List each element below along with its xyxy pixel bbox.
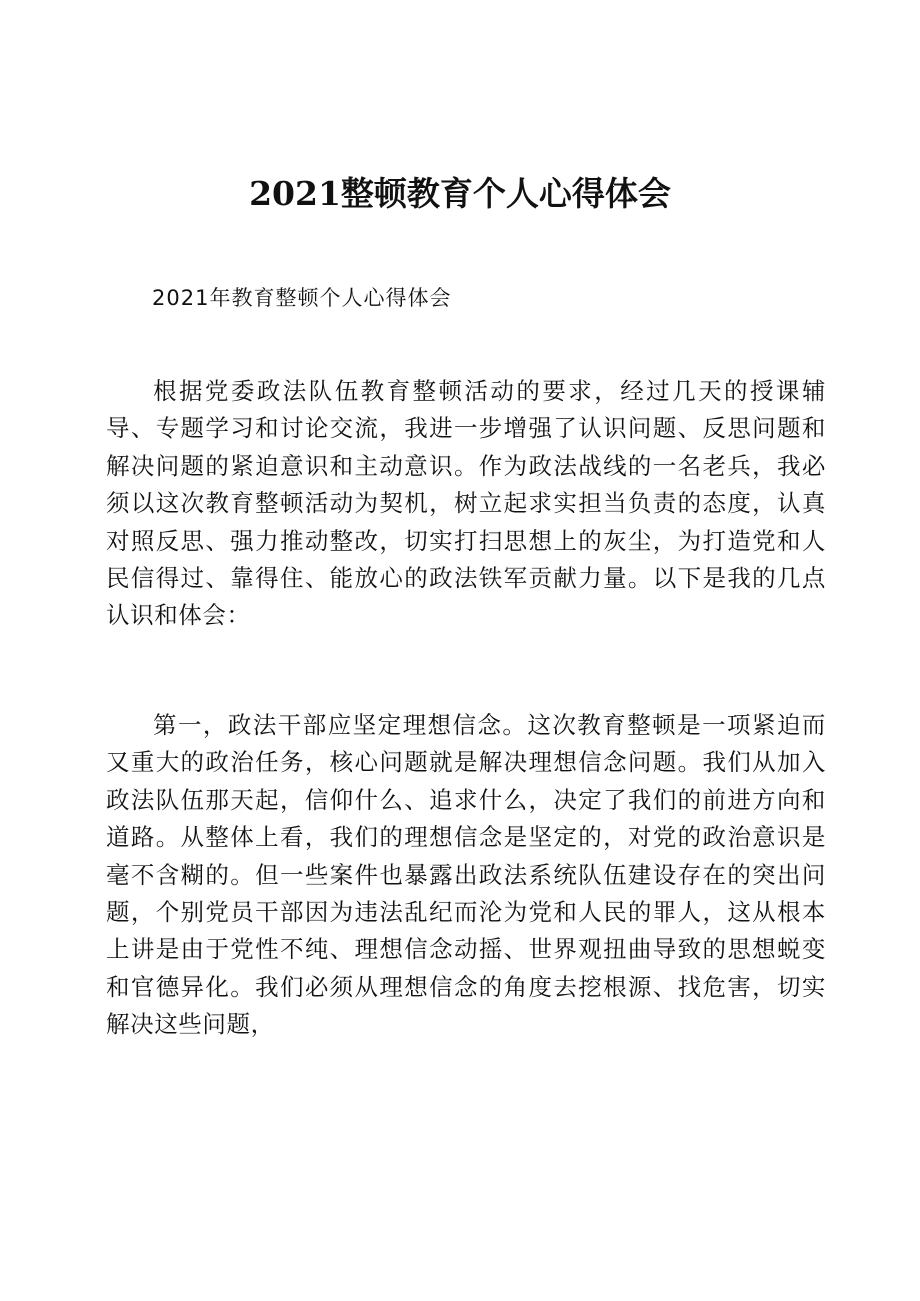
document-subtitle: 2021年教育整顿个人心得体会 <box>152 286 452 310</box>
document-title: 2021整顿教育个人心得体会 <box>249 174 671 213</box>
paragraph-intro: 根据党委政法队伍教育整顿活动的要求，经过几天的授课辅导、专题学习和讨论交流，我进一步增强了认识问题、反思问题和解决问题的紧迫意识和主动意识。作为政法战线的一名老兵，我必须以这次教育整顿活动为契机，树立起求实担当负责的态度，认真对照反思、强力推动整改，切实打扫思想上的灰尘，为打造党和人民信得过、靠得住、能放心的政法铁军贡献力量。以下是我的几点认识和体会： <box>106 377 826 630</box>
paragraph-first-point: 第一，政法干部应坚定理想信念。这次教育整顿是一项紧迫而又重大的政治任务，核心问题就是解决理想信念问题。我们从加入政法队伍那天起，信仰什么、追求什么，决定了我们的前进方向和道路。从整体上看，我们的理想信念是坚定的，对党的政治意识是毫不含糊的。但一些案件也暴露出政法系统队伍建设存在的突出问题，个别党员干部因为违法乱纪而沦为党和人民的罪人，这从根本上讲是由于党性不纯、理想信念动摇、世界观扭曲导致的思想蜕变和官德异化。我们必须从理想信念的角度去挖根源、找危害，切实解决这些问题， <box>106 711 826 1039</box>
